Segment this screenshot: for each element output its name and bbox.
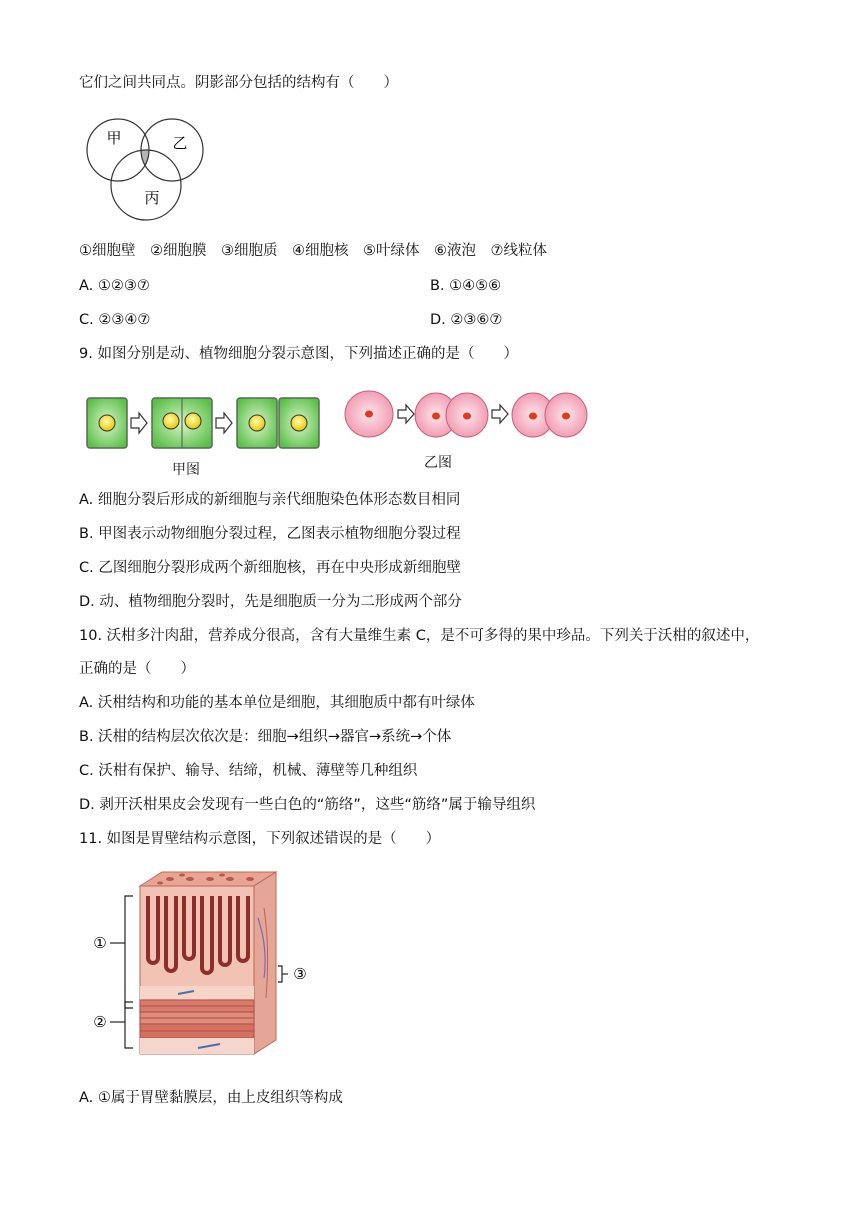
label-two: ② xyxy=(93,1013,107,1031)
figure-b-label: 乙图 xyxy=(424,455,452,471)
q10-stem-line2: 正确的是（ ） xyxy=(79,661,195,677)
nucleus xyxy=(291,415,307,431)
nucleus xyxy=(163,413,179,429)
animal-cell-division-figure xyxy=(342,386,590,446)
venn-label-c: 丙 xyxy=(144,189,160,207)
bracket-muscle xyxy=(125,1002,133,1048)
q9-option-c: C. 乙图细胞分裂形成两个新细胞核，再在中央形成新细胞壁 xyxy=(79,560,461,576)
nucleus xyxy=(365,411,373,418)
venn-label-b: 乙 xyxy=(172,134,188,152)
nucleus xyxy=(529,413,537,420)
bracket-mucosa xyxy=(125,896,133,1008)
venn-diagram xyxy=(84,112,210,224)
q10-stem-line1: 10. 沃柑多汁肉甜，营养成分很高，含有大量维生素 C，是不可多得的果中珍品。下列关于沃柑的叙述中， xyxy=(79,628,760,644)
q9-option-b: B. 甲图表示动物细胞分裂过程，乙图表示植物细胞分裂过程 xyxy=(79,526,461,542)
arrow-icon xyxy=(216,413,232,433)
arrow-icon xyxy=(492,405,508,423)
nucleus xyxy=(185,413,201,429)
q8-option-c: C. ②③④⑦ xyxy=(79,312,151,328)
q9-stem: 9. 如图分别是动、植物细胞分裂示意图，下列描述正确的是（ ） xyxy=(79,346,518,362)
bracket-three xyxy=(278,966,282,982)
nucleus xyxy=(562,413,570,420)
submucosa-layer xyxy=(140,986,254,1000)
nucleus xyxy=(463,413,471,420)
q9-option-d: D. 动、植物细胞分裂时，先是细胞质一分为二形成两个部分 xyxy=(79,594,462,610)
q8-option-d: D. ②③⑥⑦ xyxy=(430,312,503,328)
q8-option-b: B. ①④⑤⑥ xyxy=(430,278,502,294)
label-one: ① xyxy=(93,934,107,952)
q11-option-a: A. ①属于胃壁黏膜层，由上皮组织等构成 xyxy=(79,1090,343,1106)
label-three: ③ xyxy=(293,965,307,983)
q8-structures: ①细胞壁 ②细胞膜 ③细胞质 ④细胞核 ⑤叶绿体 ⑥液泡 ⑦线粒体 xyxy=(79,243,547,259)
q8-stem-tail: 它们之间共同点。阴影部分包括的结构有（ ） xyxy=(79,75,398,91)
q9-option-a: A. 细胞分裂后形成的新细胞与亲代细胞染色体形态数目相同 xyxy=(79,492,461,508)
q10-option-d: D. 剥开沃柑果皮会发现有一些白色的“筋络”，这些“筋络”属于输导组织 xyxy=(79,797,536,813)
venn-label-a: 甲 xyxy=(106,129,122,147)
nucleus xyxy=(99,415,115,431)
nucleus xyxy=(249,415,265,431)
stomach-wall-figure xyxy=(88,868,318,1060)
q10-option-a: A. 沃柑结构和功能的基本单位是细胞，其细胞质中都有叶绿体 xyxy=(79,695,475,711)
nucleus xyxy=(432,413,440,420)
arrow-icon xyxy=(131,413,147,433)
q11-stem: 11. 如图是胃壁结构示意图，下列叙述错误的是（ ） xyxy=(79,831,441,847)
q10-option-b: B. 沃柑的结构层次依次是：细胞→组织→器官→系统→个体 xyxy=(79,729,452,745)
q8-option-a: A. ①②③⑦ xyxy=(79,278,150,294)
figure-a-label: 甲图 xyxy=(172,462,200,478)
arrow-icon xyxy=(398,405,414,423)
q10-option-c: C. 沃柑有保护、输导、结缔，机械、薄壁等几种组织 xyxy=(79,763,418,779)
plant-cell-division-figure xyxy=(84,392,324,456)
